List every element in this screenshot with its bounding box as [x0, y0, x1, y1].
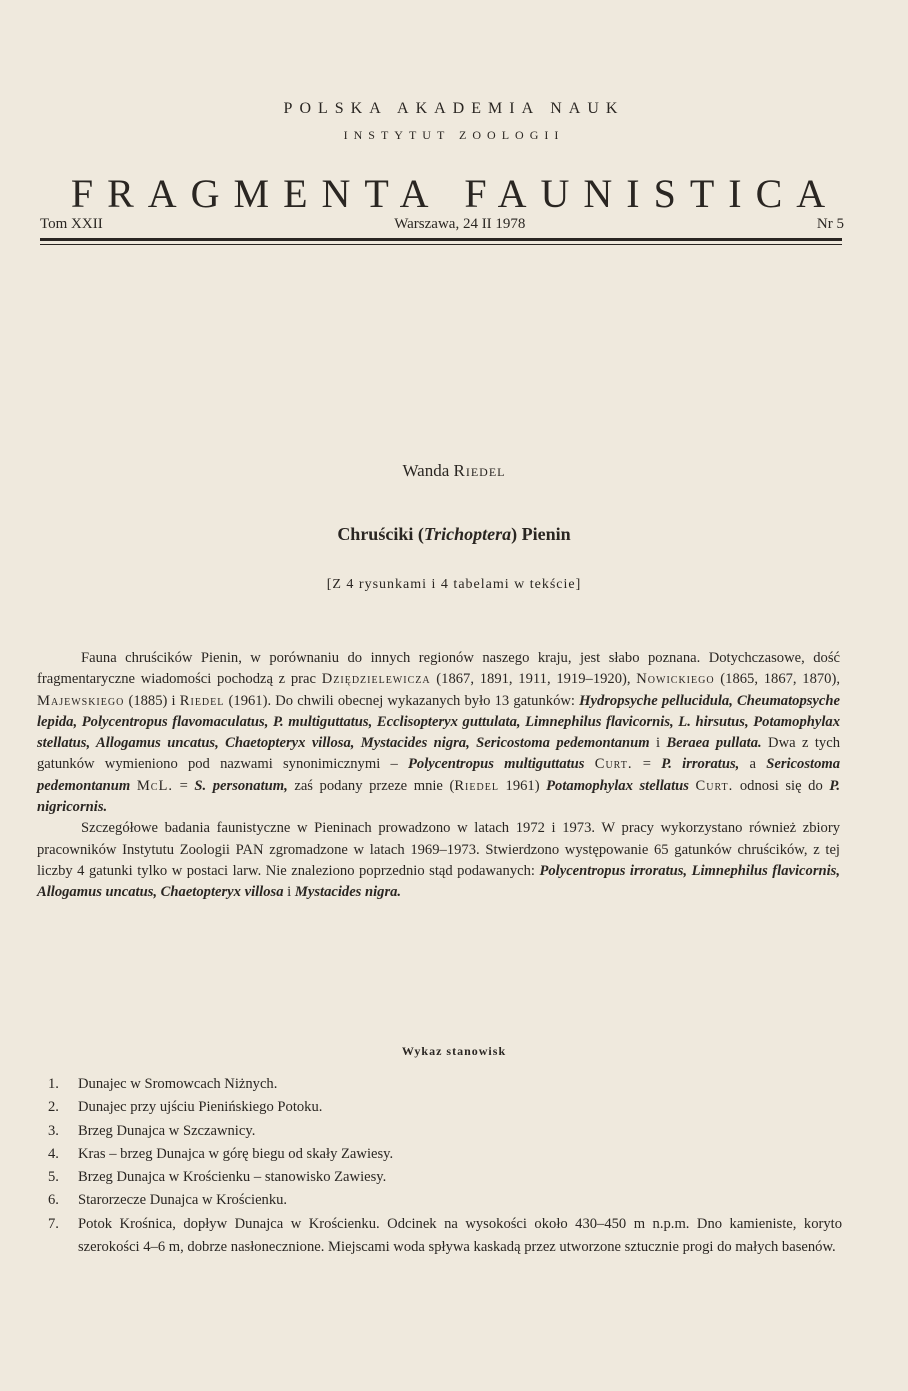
- text-run: i: [283, 884, 295, 901]
- taxon-name: Mystacides nigra.: [294, 884, 402, 901]
- journal-title: FRAGMENTA FAUNISTICA: [70, 171, 840, 216]
- text-run: (1885) i: [124, 692, 180, 709]
- taxon-name: Potamophylax stellatus: [546, 777, 689, 794]
- cited-author: Nowickiego: [636, 671, 715, 688]
- article-body: [37, 648, 840, 904]
- section-title: Wykaz stanowisk: [401, 1044, 507, 1058]
- site-number: 3.: [48, 1122, 59, 1139]
- text-run: i: [649, 735, 667, 752]
- title-taxon: Trichoptera: [423, 524, 512, 544]
- text-run: =: [632, 756, 662, 773]
- author-first-name: Wanda: [402, 461, 450, 480]
- site-number: 2.: [48, 1099, 59, 1116]
- site-number: 7.: [48, 1215, 59, 1232]
- taxon-name: Polycentropus irroratus, Limnephilus flavicornis, Allogamus uncatus, Chaetopteryx villosa: [37, 862, 840, 901]
- cited-author: McL.: [136, 777, 174, 794]
- header-rule-thick: [40, 238, 842, 241]
- taxon-name: Polycentropus multiguttatus: [408, 756, 585, 773]
- site-description: Kras – brzeg Dunajca w górę biegu od skały Zawiesy.: [78, 1145, 394, 1162]
- paragraph-2: [37, 818, 840, 903]
- site-description: Potok Krośnica, dopływ Dunajca w Krościenku. Odcinek na wysokości około 430–450 m n.p.m. Dno kamieniste, koryto szerokości 4–6 m, dobrze nasłonecznione. Miejscami woda spływa kaskadą przez utworzone sztucznie progi do małych basenów.: [78, 1215, 842, 1256]
- taxon-name: Hydropsyche pellucidula, Cheumatopsyche lepida, Polycentropus flavomaculatus, P. multiguttatus, Ecclisopteryx guttulata, Limnephilus flavicornis, L. hirsutus, Potamophylax stellatus, Allogamus uncatus, Chaetopteryx villosa, Mystacides nigra, Sericostoma pedemontanum: [37, 692, 840, 752]
- taxon-name: P. irroratus,: [661, 756, 740, 773]
- taxon-name: Beraea pullata.: [666, 735, 762, 752]
- academy-name: POLSKA AKADEMIA NAUK: [283, 100, 625, 117]
- cited-author: Curt.: [594, 756, 633, 773]
- paragraph-1: [37, 648, 840, 818]
- site-description: Dunajec w Sromowcach Niżnych.: [78, 1076, 278, 1092]
- text-run: [130, 778, 137, 794]
- site-number: 1.: [48, 1076, 59, 1092]
- volume-label: Tom XXII: [40, 216, 103, 232]
- text-run: [689, 778, 696, 794]
- cited-author: Dziędzielewicza: [321, 671, 431, 688]
- site-item: [48, 1096, 842, 1119]
- author-name: [0, 461, 908, 481]
- place-date: Warszawa, 24 II 1978: [394, 216, 526, 232]
- text-run: a: [739, 756, 767, 773]
- site-item: [48, 1143, 842, 1166]
- site-item: [48, 1189, 842, 1212]
- title-post: ) Pienin: [511, 524, 571, 544]
- site-item: [48, 1166, 842, 1189]
- text-run: (1865, 1867, 1870),: [714, 671, 840, 688]
- text-run: [584, 756, 594, 772]
- text-run: zaś podany przeze mnie (: [287, 777, 455, 794]
- cited-author: Majewskiego: [37, 692, 125, 709]
- article-title: [0, 524, 908, 545]
- text-run: =: [173, 777, 195, 794]
- cited-author: Riedel: [179, 692, 225, 709]
- site-description: Starorzecze Dunajca w Krościenku.: [78, 1192, 288, 1209]
- taxon-name: S. personatum,: [194, 777, 288, 794]
- site-item: [48, 1120, 842, 1143]
- institute-name: INSTYTUT ZOOLOGII: [343, 128, 565, 142]
- site-description: Brzeg Dunajca w Szczawnicy.: [78, 1122, 256, 1139]
- site-description: Dunajec przy ujściu Pienińskiego Potoku.: [78, 1099, 323, 1116]
- site-item: [48, 1073, 842, 1096]
- site-description: Brzeg Dunajca w Krościenku – stanowisko Zawiesy.: [78, 1169, 387, 1186]
- text-run: odnosi się do: [733, 777, 830, 794]
- site-item: [48, 1213, 842, 1260]
- volume-line: [40, 216, 844, 233]
- site-number: 5.: [48, 1169, 59, 1186]
- text-run: Szczegółowe badania faunistyczne w Pieninach prowadzono w latach 1972 i 1973. W pracy wykorzystano również zbiory pracowników Instytutu Zoologii PAN zgromadzone w latach 1969–1973. Stwierdzono występowanie 65 gatunków chruścików, z tej liczby 4 gatunki tylko w postaci larw. Nie znaleziono poprzednio stąd podawanych:: [37, 820, 840, 879]
- taxon-name: Sericostoma pedemontanum: [37, 756, 841, 794]
- text-run: Dwa z tych gatunków wymieniono pod nazwami synonimicznymi –: [37, 735, 841, 773]
- text-run: 1961): [498, 777, 547, 794]
- text-run: (1961). Do chwili obecnej wykazanych było 13 gatunków:: [224, 692, 580, 709]
- header-rule-thin: [40, 244, 842, 245]
- cited-author: Curt.: [695, 777, 734, 794]
- issue-number: Nr 5: [816, 216, 844, 232]
- taxon-name: P. nigricornis.: [37, 777, 840, 816]
- title-pre: Chruściki (: [337, 524, 424, 544]
- author-last-name: Riedel: [453, 461, 506, 480]
- text-run: Fauna chruścików Pienin, w porównaniu do innych regionów naszego kraju, jest słabo poznana. Dotychczasowe, dość fragmentaryczne wiadomości pochodzą z prac: [37, 650, 840, 688]
- cited-author: Riedel: [454, 777, 499, 794]
- article-subtitle: [Z 4 rysunkami i 4 tabelami w tekście]: [326, 577, 582, 592]
- site-number: 4.: [48, 1145, 59, 1162]
- sites-list: [48, 1073, 842, 1259]
- site-number: 6.: [48, 1192, 59, 1209]
- text-run: (1867, 1891, 1911, 1919–1920),: [430, 671, 637, 688]
